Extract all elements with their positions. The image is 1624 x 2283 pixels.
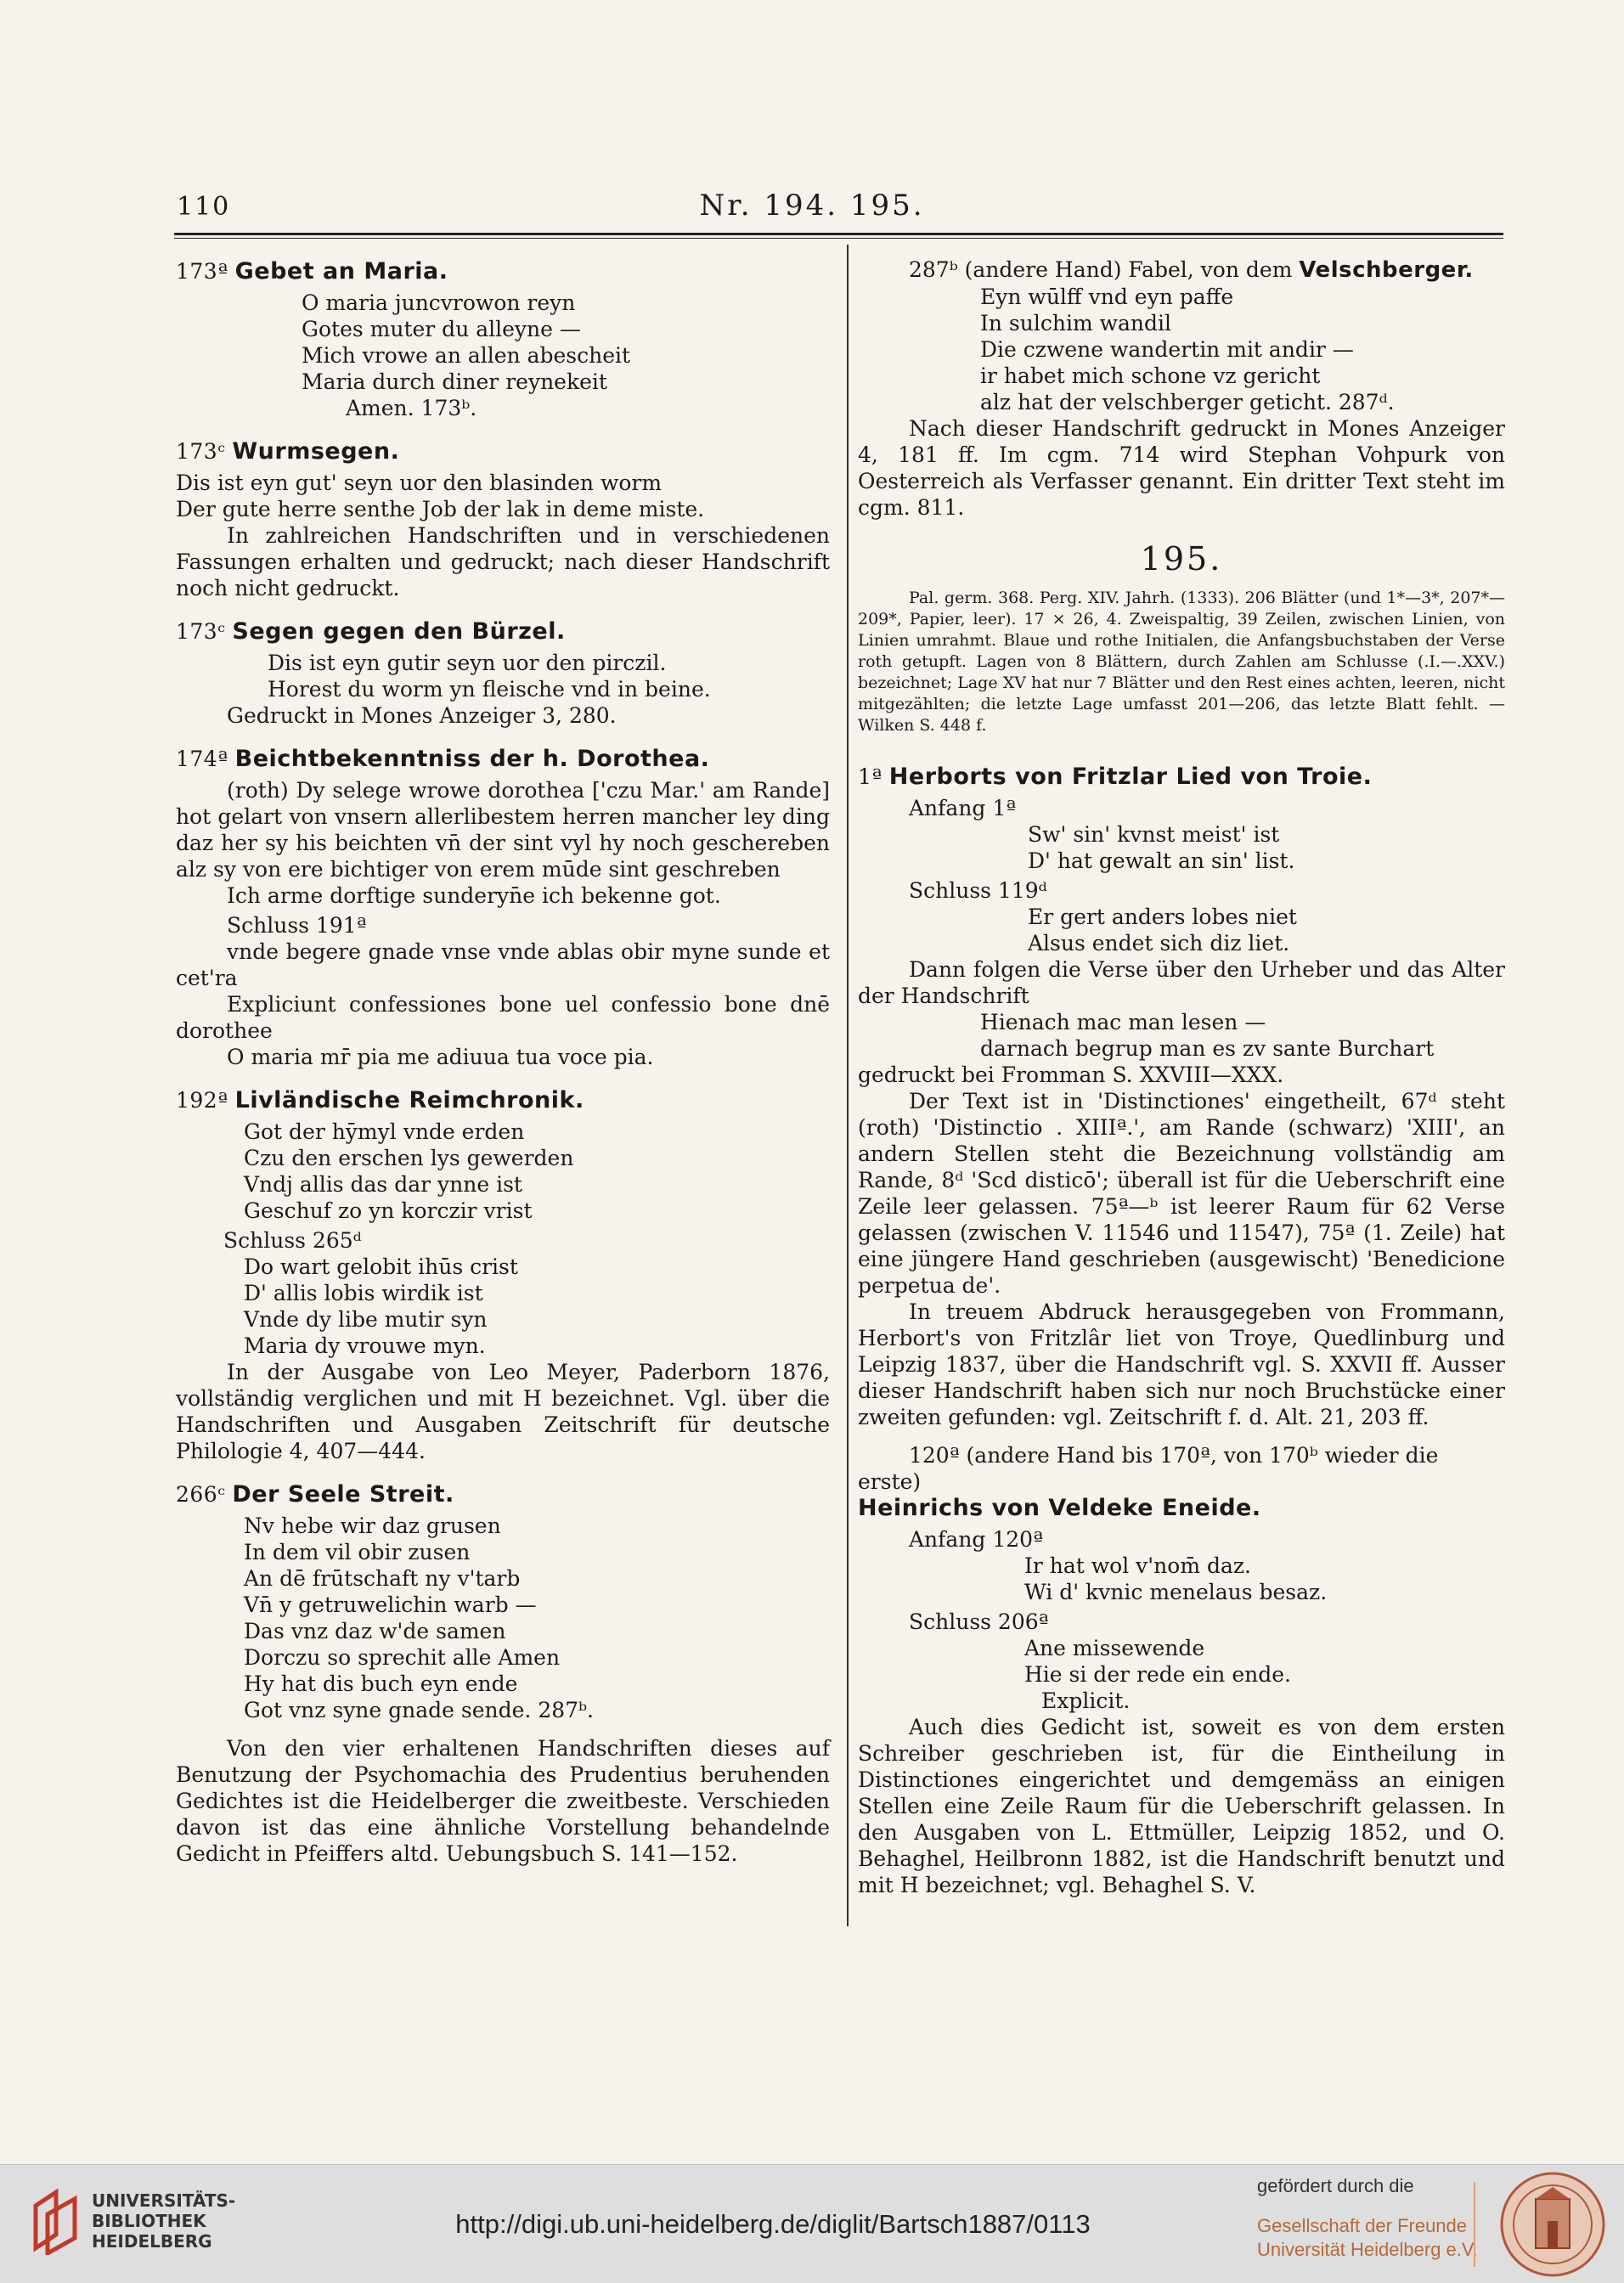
verse-line: Explicit. <box>1041 1688 1131 1713</box>
verse-line: Nv hebe wir daz grusen <box>244 1514 501 1538</box>
section-heading: 192ª Livländische Reimchronik. <box>176 1087 584 1113</box>
anfang-label: Anfang 120ª <box>909 1527 1043 1552</box>
footer-divider <box>1474 2182 1475 2267</box>
left-column <box>176 253 830 1867</box>
verse-line: Got der hȳmyl vnde erden <box>244 1119 525 1144</box>
verse-line: Alsus endet sich diz liet. <box>1028 931 1290 955</box>
verse-line: Dis ist eyn gutir seyn uor den pirczil. <box>268 651 667 675</box>
paragraph: Von den vier erhaltenen Handschriften dieses auf Benutzung der Psychomachia des Prudentius beruhenden Gedichtes ist die Heidelberger die zweitbeste. Verschieden davon ist das eine ähnliche Vorstellung behandelnde Gedicht in Pfeiffers altd. Uebungsbuch S. 141—152. <box>176 1736 830 1866</box>
verse-line: Hienach mac man lesen — <box>980 1010 1266 1034</box>
verse-line: Amen. 173ᵇ. <box>346 396 477 420</box>
verse-line: Hie si der rede ein ende. <box>1024 1662 1291 1687</box>
schluss-label: Schluss 191ª <box>227 913 367 938</box>
paragraph: In zahlreichen Handschriften und in verschiedenen Fassungen erhalten und gedruckt; nach dieser Handschrift noch nicht gedruckt. <box>176 523 830 600</box>
verse-line: Geschuf zo yn korczir vrist <box>244 1198 533 1223</box>
paragraph: Nach dieser Handschrift gedruckt in Mones Anzeiger 4, 181 ff. Im cgm. 714 wird Stephan Vohpurk von Oesterreich als Verfasser genannt. Ein dritter Text steht im cgm. 811. <box>858 416 1505 520</box>
section-intro: 120ª (andere Hand bis 170ª, von 170ᵇ wieder die erste) <box>858 1443 1439 1494</box>
anfang-label: Anfang 1ª <box>909 796 1017 820</box>
verse-line: Vndj allis das dar ynne ist <box>244 1172 522 1197</box>
source-url-link[interactable]: http://digi.ub.uni-heidelberg.de/diglit/Bartsch1887/0113 <box>455 2209 1091 2239</box>
library-name: UNIVERSITÄTS- BIBLIOTHEK HEIDELBERG <box>92 2190 236 2252</box>
verse-line: In dem vil obir zusen <box>244 1540 471 1564</box>
paragraph: Expliciunt confessiones bone uel confessio bone dnē dorothee <box>176 992 830 1043</box>
verse-line: Er gert anders lobes niet <box>1028 905 1297 929</box>
verse-line: Got vnz syne gnade sende. 287ᵇ. <box>244 1698 594 1722</box>
page-number: 110 <box>177 192 231 222</box>
verse-line: Die czwene wandertin mit andir — <box>980 337 1354 362</box>
header-rule-thin <box>174 238 1503 239</box>
paragraph: Dann folgen die Verse über den Urheber und das Alter der Handschrift <box>858 957 1505 1008</box>
sponsor-label: gefördert durch die <box>1257 2175 1414 2196</box>
entry-number: 195. <box>1140 540 1223 578</box>
section-heading: 174ª Beichtbekenntniss der h. Dorothea. <box>176 746 710 772</box>
schluss-label: Schluss 206ª <box>909 1609 1049 1634</box>
paragraph: In treuem Abdruck herausgegeben von Frommann, Herbort's von Fritzlâr liet von Troye, Quedlinburg und Leipzig 1837, über die Handschrift vgl. S. XXVII ff. Ausser dieser Handschrift haben sich nur noch Bruchstücke einer zweiten gefunden: vgl. Zeitschrift f. d. Alt. 21, 203 ff. <box>858 1299 1505 1429</box>
paragraph: Ich arme dorftige sunderyn̄e ich bekenne got. <box>227 883 721 908</box>
verse-line: Sw' sin' kvnst meist' ist <box>1028 822 1280 847</box>
section-heading: 173ᶜ Segen gegen den Bürzel. <box>176 618 566 645</box>
page-title: Nr. 194. 195. <box>699 189 925 223</box>
verse-line: An dē frūtschaft ny v'tarb <box>244 1566 521 1591</box>
verse-line: Dorczu so sprechit alle Amen <box>244 1645 561 1670</box>
text-line: Der gute herre senthe Job der lak in deme miste. <box>176 497 705 521</box>
verse-line: Ir hat wol v'nom̄ daz. <box>1024 1553 1251 1578</box>
section-heading: 173ᶜ Wurmsegen. <box>176 438 400 465</box>
verse-line: alz hat der velschberger geticht. 287ᵈ. <box>980 390 1395 414</box>
right-column <box>858 253 1505 1898</box>
schluss-label: Schluss 119ᵈ <box>909 878 1047 903</box>
section-heading: 287ᵇ (andere Hand) Fabel, von dem Velschberger. <box>909 257 1474 283</box>
verse-line: Gotes muter du alleyne — <box>302 317 581 341</box>
manuscript-description: Pal. germ. 368. Perg. XIV. Jahrh. (1333). 206 Blätter (und 1*—3*, 207*—209*, Papier, leer). 17 × 26, 4. Zweispaltig, 39 Zeilen, zwischen Linien, von Linien umrahmt. Blaue und rothe Initialen, die Anfangsbuchstaben der Verse roth getupft. Lagen von 8 Blättern, durch Zahlen am Schlusse (.I.—.XXV.) bezeichnet; Lage XV hat nur 7 Blätter und den Rest eines achten, leeren, nicht mitgezählten; die letzte Lage umfasst 201—206, das letzte Blatt fehlt. — Wilken S. 448 f. <box>858 589 1505 735</box>
verse-line: Ane missewende <box>1024 1636 1205 1660</box>
paragraph: In der Ausgabe von Leo Meyer, Paderborn 1876, vollständig verglichen und mit H bezeichnet. Vgl. über die Handschriften und Ausgaben Zeitschrift für deutsche Philologie 4, 407—444. <box>176 1360 830 1463</box>
paragraph: Auch dies Gedicht ist, soweit es von dem ersten Schreiber geschrieben ist, für die Eintheilung in Distinctiones eingerichtet und demgemäss an einigen Stellen eine Zeile Raum für die Ueberschrift gelassen. In den Ausgaben von L. Ettmüller, Leipzig 1852, und O. Behaghel, Heilbronn 1882, ist die Handschrift benutzt und mit H bezeichnet; vgl. Behaghel S. V. <box>858 1715 1505 1897</box>
university-seal-icon <box>1498 2170 1607 2279</box>
verse-line: O maria juncvrowon reyn <box>302 290 576 315</box>
verse-line: Horest du worm yn fleische vnd in beine. <box>268 677 711 702</box>
verse-line: Mich vrowe an allen abescheit <box>302 343 631 368</box>
footer-banner <box>0 2164 1624 2283</box>
paragraph: O maria mr̄ pia me adiuua tua voce pia. <box>227 1045 654 1069</box>
verse-line: Vn̄ y getruwelichin warb — <box>244 1592 537 1617</box>
sponsor-name: Gesellschaft der Freunde Universität Heidelberg e.V. <box>1257 2215 1478 2260</box>
section-heading: Heinrichs von Veldeke Eneide. <box>858 1495 1261 1521</box>
column-divider <box>847 245 849 1926</box>
section-heading: 1ª Herborts von Fritzlar Lied von Troie. <box>858 764 1373 790</box>
paragraph: (roth) Dy selege wrowe dorothea ['czu Mar.' am Rande] hot gelart von vnsern allerlibestem herren mancher ley ding daz her sy his beichten vn̄ der sint vyl hy noch geschereben alz sy von ere bichtiger von erem mūde sint geschreben <box>176 778 830 882</box>
verse-line: Wi d' kvnic menelaus besaz. <box>1024 1580 1328 1604</box>
verse-line: Maria dy vrouwe myn. <box>244 1333 486 1358</box>
verse-line: Hy hat dis buch eyn ende <box>244 1671 518 1696</box>
section-heading: 266ᶜ Der Seele Streit. <box>176 1481 454 1508</box>
header-rule-thick <box>174 233 1503 235</box>
paragraph: vnde begere gnade vnse vnde ablas obir myne sunde et cet'ra <box>176 939 830 990</box>
paragraph: Gedruckt in Mones Anzeiger 3, 280. <box>227 703 617 728</box>
verse-line: Czu den erschen lys gewerden <box>244 1146 574 1170</box>
verse-line: D' hat gewalt an sin' list. <box>1028 848 1295 873</box>
verse-line: D' allis lobis wirdik ist <box>244 1281 483 1305</box>
text-line: Dis ist eyn gut' seyn uor den blasinden worm <box>176 471 663 495</box>
verse-line: Vnde dy libe mutir syn <box>244 1307 488 1332</box>
page-header <box>0 189 1624 226</box>
verse-line: darnach begrup man es zv sante Burchart <box>980 1036 1435 1061</box>
verse-line: ir habet mich schone vz gericht <box>980 364 1321 388</box>
schluss-label: Schluss 265ᵈ <box>223 1228 362 1253</box>
verse-line: Das vnz daz w'de samen <box>244 1619 506 1643</box>
verse-line: In sulchim wandil <box>980 311 1171 335</box>
paragraph: Der Text ist in 'Distinctiones' eingetheilt, 67ᵈ steht (roth) 'Distinctio . XIIIª.', am Rande (schwarz) 'XIII', an andern Stellen steht die Bezeichnung vollständig am Rande, 8ᵈ 'Scd disticō'; überall ist für die Ueberschrift eine Zeile leer gelassen. 75ª—ᵇ ist leerer Raum für 62 Verse gelassen (zwischen V. 11546 und 11547), 75ª (1. Zeile) hat eine jüngere Hand geschrieben (ausgewischt) 'Benedicione perpetua de'. <box>858 1089 1505 1298</box>
verse-line: Eyn wūlff vnd eyn paffe <box>980 285 1234 309</box>
verse-line: Maria durch diner reynekeit <box>302 369 607 394</box>
section-heading: 173ª Gebet an Maria. <box>176 258 448 285</box>
verse-line: Do wart gelobit ihūs crist <box>244 1254 518 1279</box>
paragraph: gedruckt bei Fromman S. XXVIII—XXX. <box>858 1063 1284 1087</box>
